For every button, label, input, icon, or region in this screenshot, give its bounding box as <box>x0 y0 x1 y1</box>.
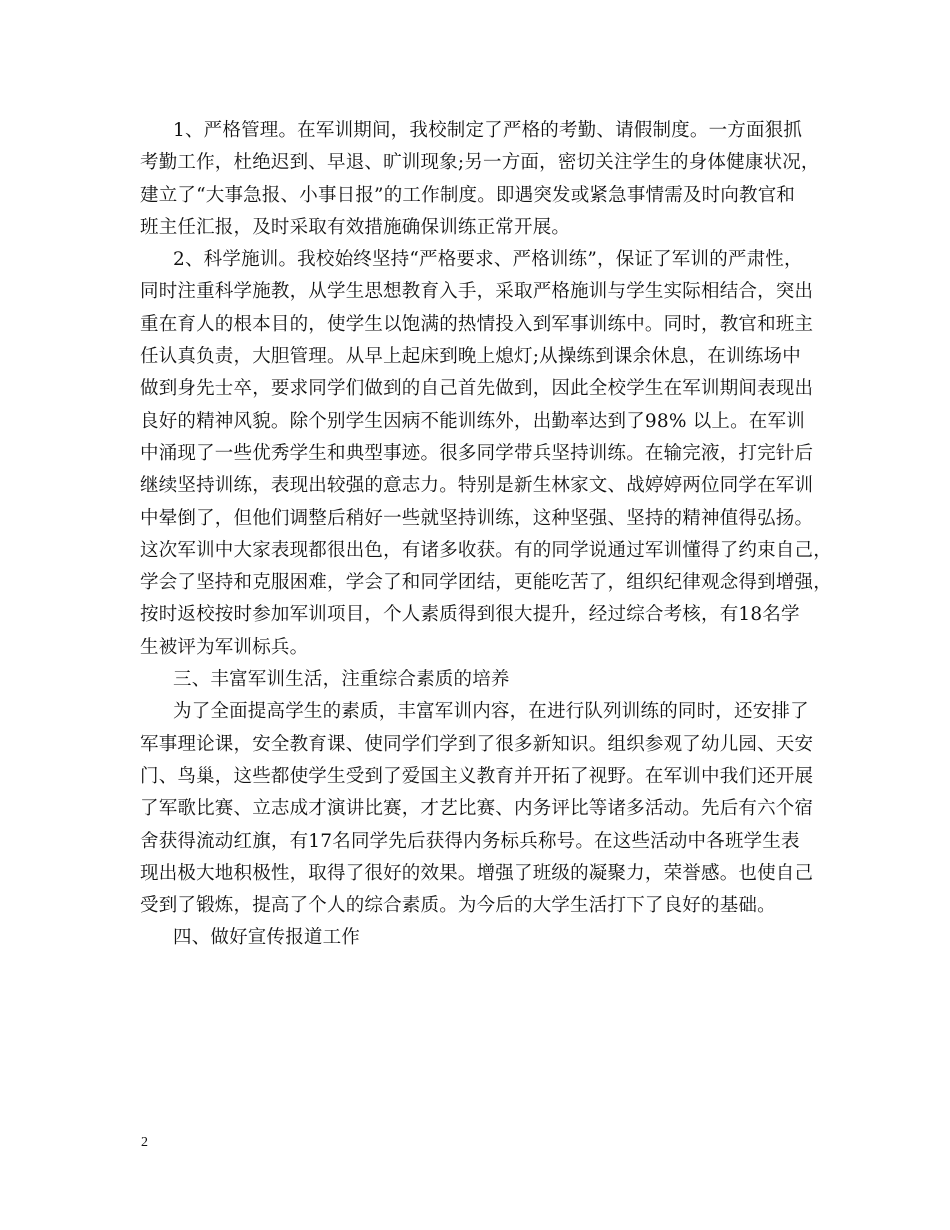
text-line: 军事理论课，安全教育课、使同学们学到了很多新知识。组织参观了幼儿园、天安 <box>140 733 814 755</box>
document-body <box>140 115 832 955</box>
text-line: 现出极大地积极性，取得了很好的效果。增强了班级的凝聚力，荣誉感。也使自己 <box>140 862 814 884</box>
text-line: 考勤工作，杜绝迟到、早退、旷训现象;另一方面，密切关注学生的身体健康状况， <box>140 152 820 174</box>
text-line: 继续坚持训练，表现出较强的意志力。特别是新生林家文、战婷婷两位同学在军训 <box>140 475 814 497</box>
text-line: 了军歌比赛、立志成才演讲比赛，才艺比赛、内务评比等诸多活动。先后有六个宿 <box>140 798 814 820</box>
text-line: 做到身先士卒，要求同学们做到的自己首先做到，因此全校学生在军训期间表现出 <box>140 378 814 400</box>
text-line: 2、科学施训。我校始终坚持“严格要求、严格训练”，保证了军训的严肃性， <box>173 249 803 271</box>
text-line: 生被评为军训标兵。 <box>140 636 309 658</box>
text-line: 按时返校按时参加军训项目，个人素质得到很大提升，经过综合考核，有18名学 <box>140 604 800 626</box>
text-line: 中涌现了一些优秀学生和典型事迹。很多同学带兵坚持训练。在输完液，打完针后 <box>140 442 814 464</box>
text-line: 建立了“大事急报、小事日报”的工作制度。即遇突发或紧急事情需及时向教官和 <box>140 184 796 206</box>
text-line: 三、丰富军训生活，注重综合素质的培养 <box>173 669 510 691</box>
text-line: 学会了坚持和克服困难，学会了和同学团结，更能吃苦了，组织纪律观念得到增强， <box>140 572 832 594</box>
text-line: 受到了锻炼，提高了个人的综合素质。为今后的大学生活打下了良好的基础。 <box>140 895 776 917</box>
text-line: 这次军训中大家表现都很出色，有诸多收获。有的同学说通过军训懂得了约束自己， <box>140 539 832 561</box>
text-line: 门、鸟巢，这些都使学生受到了爱国主义教育并开拓了视野。在军训中我们还开展 <box>140 765 814 787</box>
text-line: 四、做好宣传报道工作 <box>173 927 361 949</box>
text-line: 任认真负责，大胆管理。从早上起床到晚上熄灯;从操练到课余休息，在训练场中 <box>140 346 801 368</box>
text-line: 1、严格管理。在军训期间，我校制定了严格的考勤、请假制度。一方面狠抓 <box>173 120 803 141</box>
text-line: 良好的精神风貌。除个别学生因病不能训练外，出勤率达到了98% 以上。在军训 <box>140 410 805 432</box>
text-line: 同时注重科学施教，从学生思想教育入手，采取严格施训与学生实际相结合，突出 <box>140 281 814 303</box>
text-line: 为了全面提高学生的素质，丰富军训内容，在进行队列训练的同时，还安排了 <box>173 701 809 723</box>
text-line: 重在育人的根本目的，使学生以饱满的热情投入到军事训练中。同时，教官和班主 <box>140 313 814 335</box>
text-line: 中晕倒了，但他们调整后稍好一些就坚持训练，这种坚强、坚持的精神值得弘扬。 <box>140 507 814 529</box>
text-line: 班主任汇报，及时采取有效措施确保训练正常开展。 <box>140 216 571 238</box>
page-number: 2 <box>141 1135 148 1150</box>
text-line: 舍获得流动红旗，有17名同学先后获得内务标兵称号。在这些活动中各班学生表 <box>140 830 800 852</box>
